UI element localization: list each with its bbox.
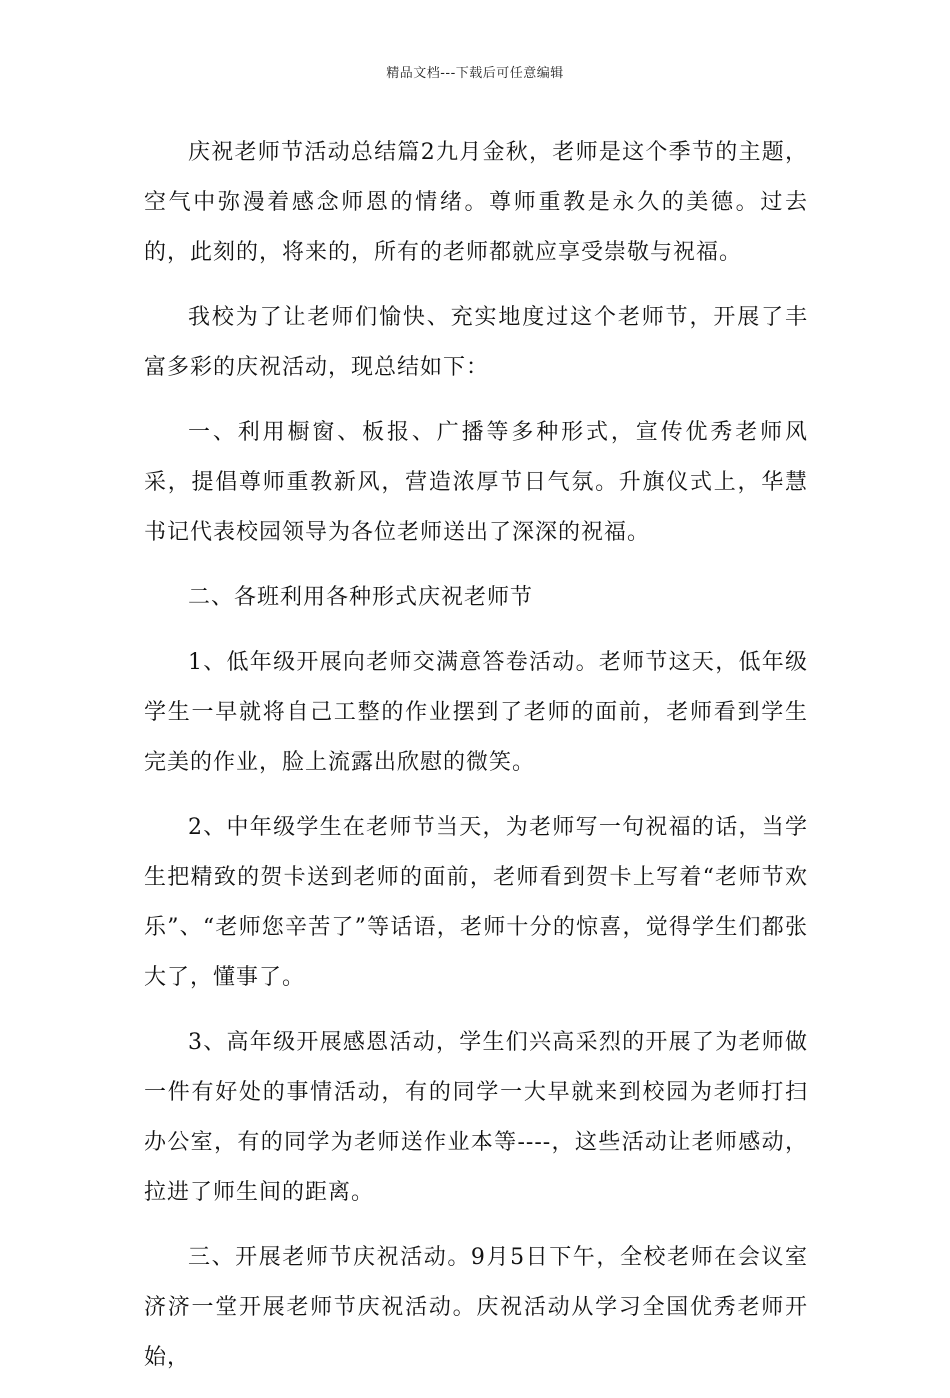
- paragraph-intro: 庆祝老师节活动总结篇2九月金秋，老师是这个季节的主题，空气中弥漫着感念师恩的情绪。尊师重教是永久的美德。过去的，此刻的，将来的，所有的老师都就应享受崇敬与祝福。: [144, 140, 808, 265]
- paragraph-section-1: 一、利用橱窗、板报、广播等多种形式，宣传优秀老师风采，提倡尊师重教新风，营造浓厚节日气氛。升旗仪式上，华慧书记代表校园领导为各位老师送出了深深的祝福。: [144, 420, 808, 545]
- paragraph-item-3: 3、高年级开展感恩活动，学生们兴高采烈的开展了为老师做一件有好处的事情活动，有的同学一大早就来到校园为老师打扫办公室，有的同学为老师送作业本等----，这些活动让老师感动，拉进了师生间的距离。: [144, 1030, 808, 1205]
- paragraph-item-2: 2、中年级学生在老师节当天，为老师写一句祝福的话，当学生把精致的贺卡送到老师的面前，老师看到贺卡上写着“老师节欢乐”、“老师您辛苦了”等话语，老师十分的惊喜，觉得学生们都张大了，懂事了。: [144, 815, 808, 990]
- page-header: 精品文档---下载后可任意编辑: [386, 66, 564, 81]
- paragraph-item-1: 1、低年级开展向老师交满意答卷活动。老师节这天，低年级学生一早就将自己工整的作业摆到了老师的面前，老师看到学生完美的作业，脸上流露出欣慰的微笑。: [144, 650, 808, 775]
- document-body: [144, 128, 808, 1398]
- paragraph-summary-lead: 我校为了让老师们愉快、充实地度过这个老师节，开展了丰富多彩的庆祝活动，现总结如下：: [144, 305, 808, 380]
- paragraph-section-2-heading: 二、各班利用各种形式庆祝老师节: [188, 585, 534, 610]
- paragraph-section-3: 三、开展老师节庆祝活动。9月5日下午，全校老师在会议室济济一堂开展老师节庆祝活动。庆祝活动从学习全国优秀老师开始，: [144, 1245, 808, 1370]
